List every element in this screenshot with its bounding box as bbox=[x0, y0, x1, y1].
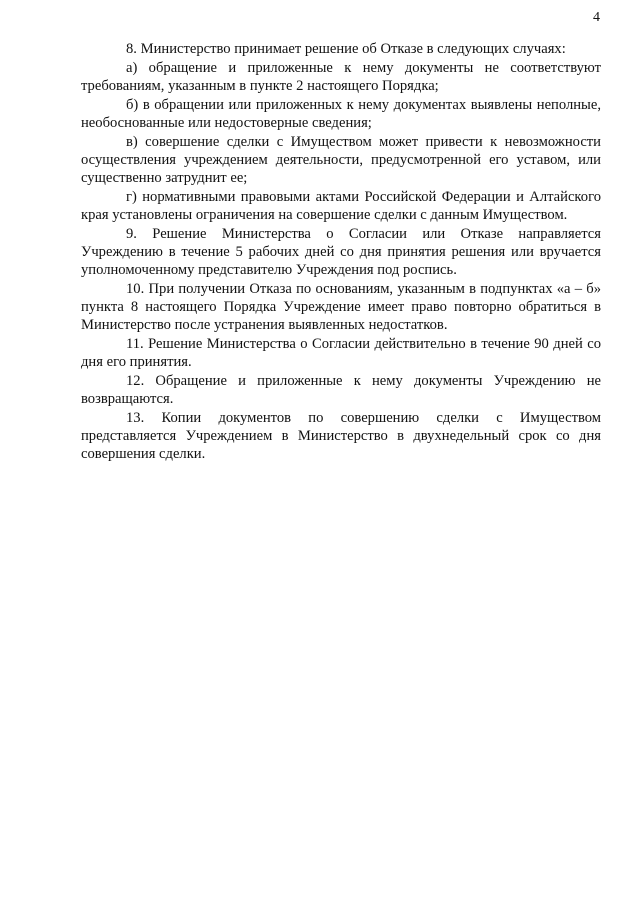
document-body bbox=[81, 40, 601, 464]
paragraph-8g: г) нормативными правовыми актами Российской Федерации и Алтайского края установлены ограничения на совершение сделки с данным Имуществом. bbox=[81, 189, 601, 223]
paragraph-13: 13. Копии документов по совершению сделки с Имуществом представляется Учреждением в Министерство в двухнедельный срок со дня совершения сделки. bbox=[81, 410, 601, 462]
page-number: 4 bbox=[593, 10, 600, 25]
paragraph-8b: б) в обращении или приложенных к нему документах выявлены неполные, необоснованные или недостоверные сведения; bbox=[81, 97, 601, 131]
paragraph-10: 10. При получении Отказа по основаниям, указанным в подпунктах «а – б» пункта 8 настоящего Порядка Учреждение имеет право повторно обратиться в Министерство после устранения выявленных недостатков. bbox=[81, 281, 601, 333]
paragraph-8a: а) обращение и приложенные к нему документы не соответствуют требованиям, указанным в пункте 2 настоящего Порядка; bbox=[81, 60, 601, 94]
paragraph-11: 11. Решение Министерства о Согласии действительно в течение 90 дней со дня его принятия. bbox=[81, 336, 601, 370]
paragraph-12: 12. Обращение и приложенные к нему документы Учреждению не возвращаются. bbox=[81, 373, 601, 407]
paragraph-9: 9. Решение Министерства о Согласии или Отказе направляется Учреждению в течение 5 рабочих дней со дня принятия решения или вручается уполномоченному представителю Учреждения под роспись. bbox=[81, 226, 601, 278]
paragraph-8v: в) совершение сделки с Имуществом может привести к невозможности осуществления учреждением деятельности, предусмотренной его уставом, или существенно затруднит ее; bbox=[81, 134, 601, 186]
paragraph-8: 8. Министерство принимает решение об Отказе в следующих случаях: bbox=[126, 41, 566, 57]
